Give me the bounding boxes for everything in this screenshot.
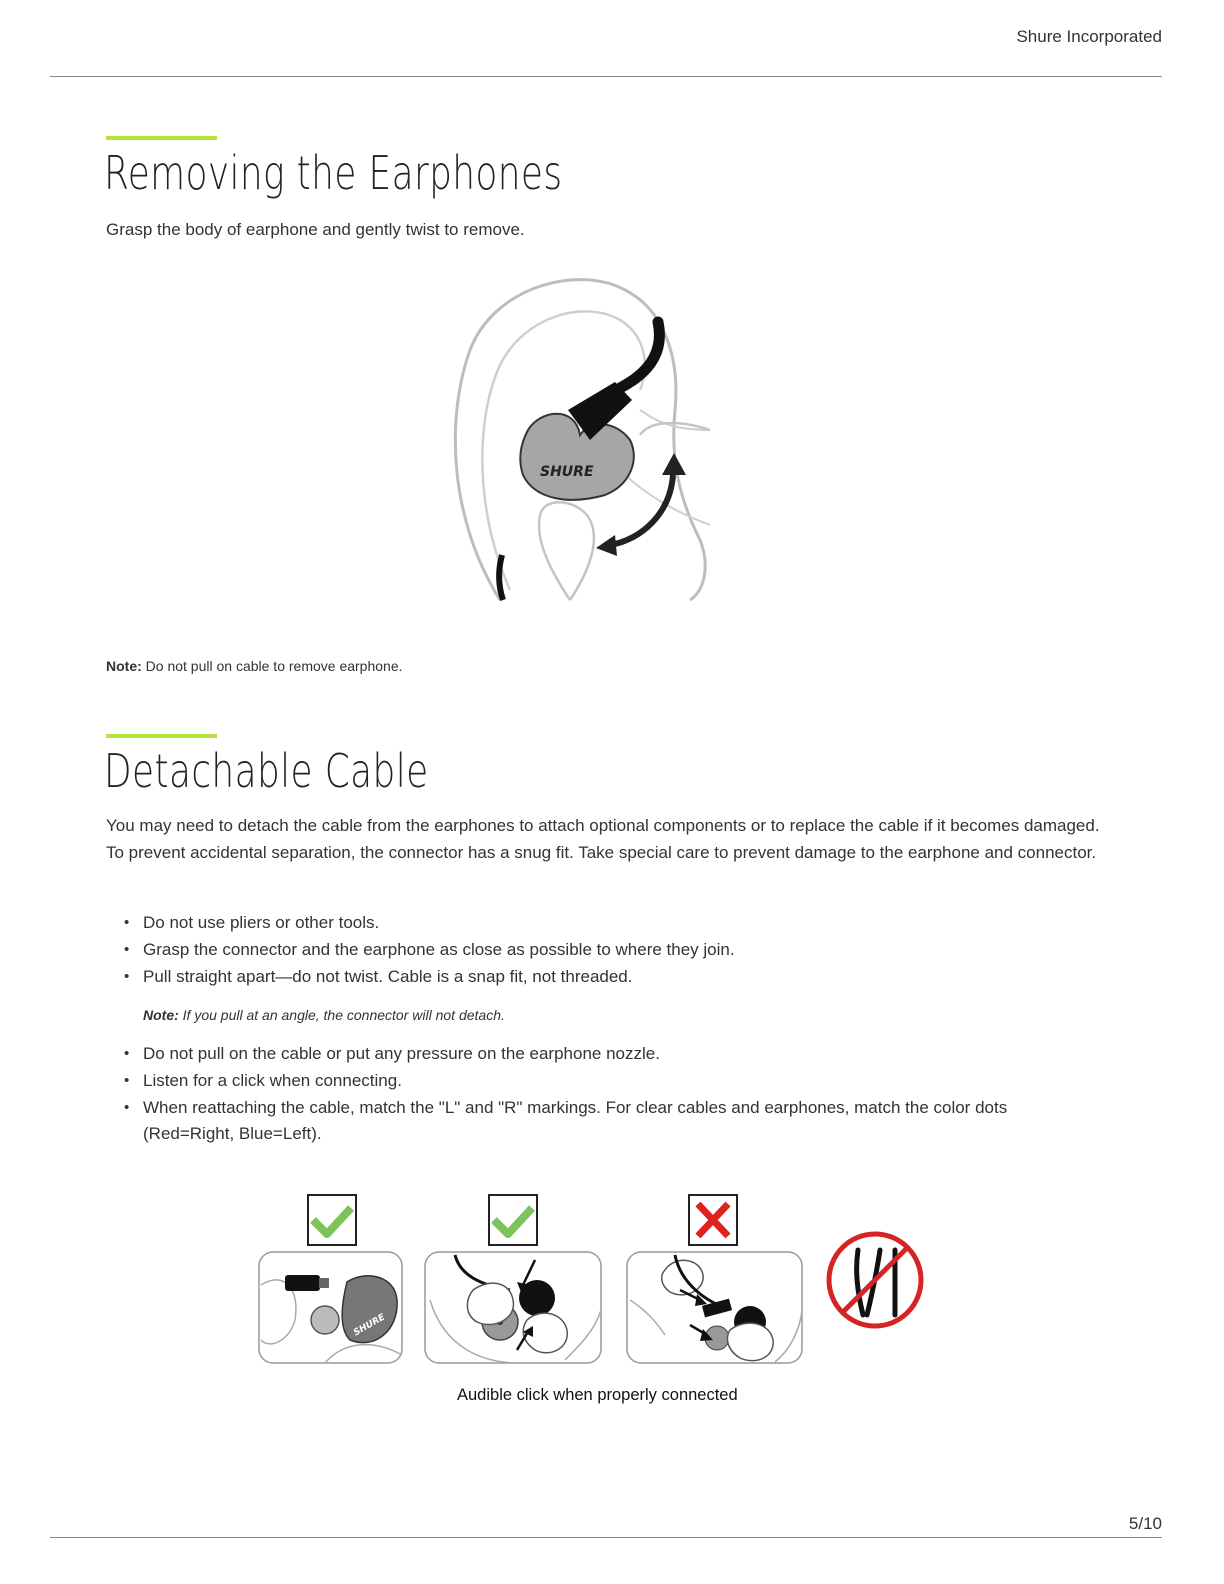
header-company-name: Shure Incorporated [1016,27,1162,46]
list-item: • Do not use pliers or other tools. [106,910,1116,937]
earphone-logo: SHURE [540,464,594,480]
panel-correct-1 [259,1195,402,1363]
cable-connection-illustration [255,1190,930,1370]
twist-arrow-head-left [596,535,617,556]
list-item: • Listen for a click when connecting. [106,1068,1066,1095]
no-pliers-icon [829,1234,921,1326]
note-text: If you pull at an angle, the connector will not detach. [178,1007,505,1023]
note-removing [106,658,403,674]
list-item: • When reattaching the cable, match the "L" and "R" markings. For clear cables and earphones, match the color dots (Red=Right, Blue=Left). [106,1095,1066,1149]
note-text: Do not pull on cable to remove earphone. [141,658,403,674]
bullet-list-a [106,910,1116,990]
section-accent-bar [106,734,217,738]
section-intro-cable: You may need to detach the cable from the earphones to attach optional components or to replace the cable if it becomes damaged. To prevent accidental separation, the connector has a snug fit. Take special care to prevent damage to the earphone and connector. [106,816,1100,862]
list-item: • Pull straight apart—do not twist. Cable is a snap fit, not threaded. [106,964,1116,991]
section-accent-bar [106,136,217,140]
ear-tip [311,1306,339,1334]
list-item: • Grasp the connector and the earphone as close as possible to where they join. [106,937,1116,964]
list-item: • Do not pull on the cable or put any pressure on the earphone nozzle. [106,1041,1066,1068]
earphone-cable [620,322,659,388]
figure-caption: Audible click when properly connected [457,1386,738,1404]
finger-left [467,1283,513,1324]
note-label: Note: [106,658,142,674]
page-number: 5/10 [1128,1514,1162,1533]
panel-correct-2 [425,1195,601,1363]
cable-hanging [499,555,503,600]
earphone-logo: SHURE [352,1312,387,1339]
section-title-removing: Removing the Earphones [104,146,563,200]
note-label: Note: [143,1007,179,1023]
header-rule [50,76,1162,77]
note-cable [143,1007,505,1023]
ear-removal-illustration [440,270,730,605]
bullet-list-b [106,1041,1066,1148]
footer-rule [50,1537,1162,1538]
twist-arrow-head-up [662,453,686,475]
panel-incorrect [627,1195,802,1363]
connector-pin [319,1278,329,1288]
section-intro-removing: Grasp the body of earphone and gently twist to remove. [106,220,525,239]
cable-connector [285,1275,320,1291]
section-title-cable: Detachable Cable [104,744,429,798]
earphone-body [520,414,634,500]
